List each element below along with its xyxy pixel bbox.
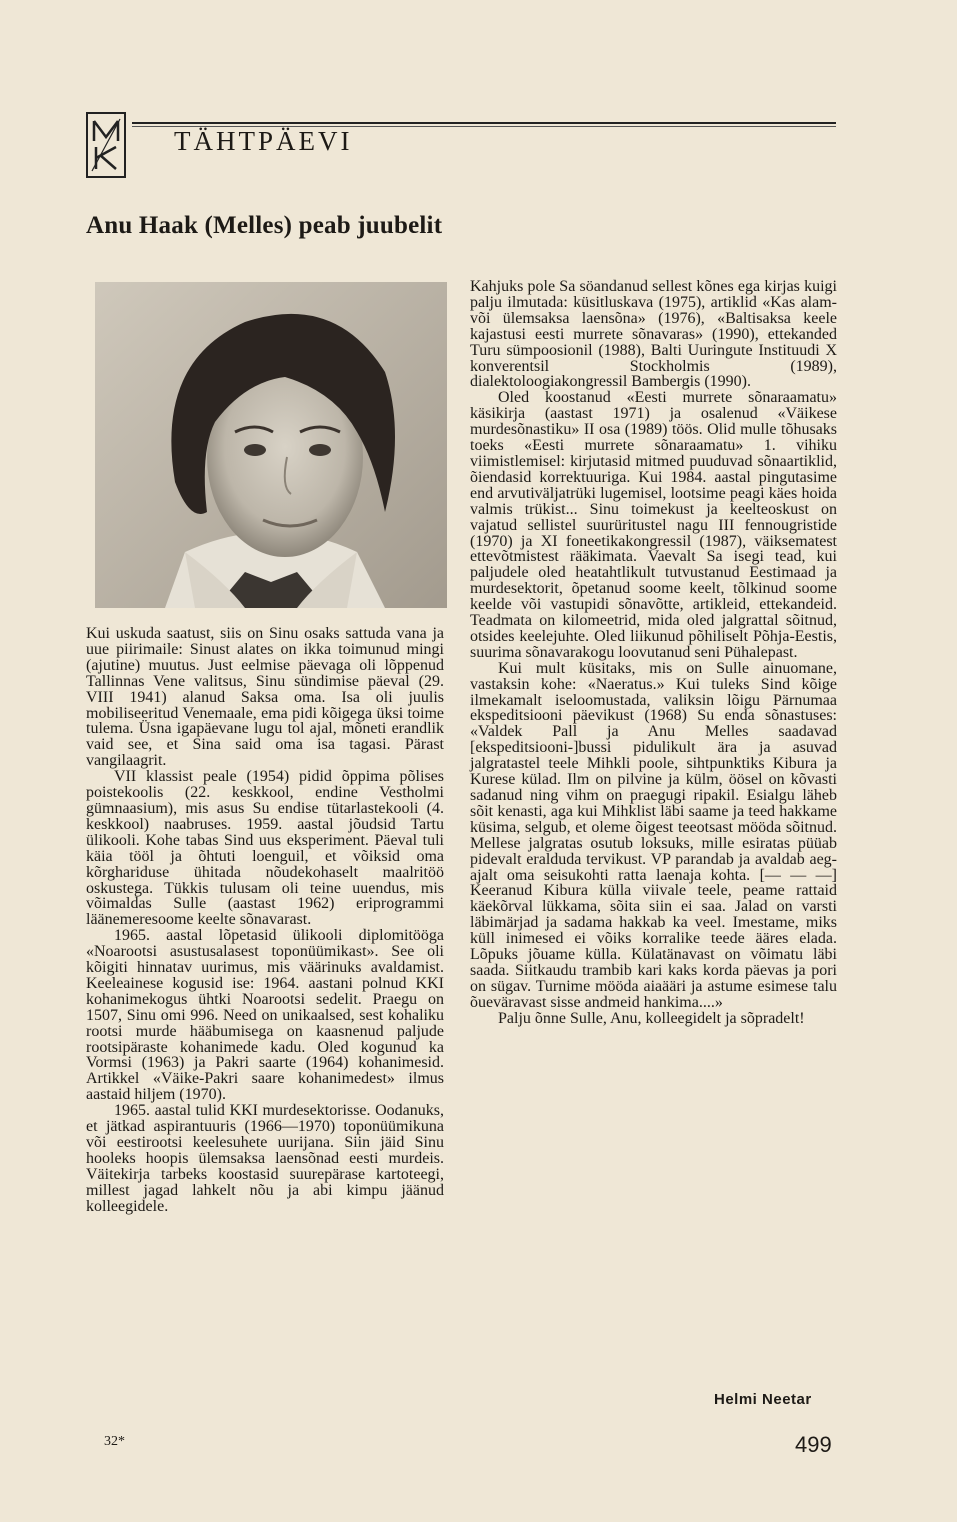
monogram-logo-icon — [86, 112, 126, 178]
paragraph: VII klassist peale (1954) pidid õppima põlises poistekoolis (22. keskkool, endine Vestholmi gümnaasium), mis asus Su endise tütarlastekooli (4. keskkool) naabruses. 1959. aastal jõudsid Tartu ülikooli. Kohe tabas Sind uus eksperiment. Päeval tuli käia tööl ja õhtuti loenguil, et võiksid oma kõrghariduse ühitada nõudekohaselt maalritöö oskustega. Tükkis tulusam oli teine uuendus, mis võimaldas Sulle (aastast 1962) eriprogrammi läänemeresoome keelte sõnavarast. — [86, 768, 444, 929]
paragraph: Palju õnne Sulle, Anu, kolleegidelt ja sõpradelt! — [498, 1009, 805, 1027]
paragraph: Kahjuks pole Sa söandanud sellest kõnes ega kirjas kuigi palju ilmutada: küsitluskava (1975), artiklid «Kas alam- või ülemsaksa laensõna» (1976), «Baltisaksa keele kajastusi eesti murrete sõnavaras» (1990), ettekanded Turu sümpoosionil (1988), Balti Uuringute Instituudi X konverentsil Stockholmis (1989), dialektoloogiakongressil Bambergis (1990). — [470, 278, 837, 391]
page-number: 499 — [795, 1432, 832, 1457]
portrait-photo — [95, 282, 447, 608]
signature-mark: 32* — [104, 1434, 125, 1449]
portrait-drawing — [95, 282, 447, 608]
paragraph: 1965. aastal tulid KKI murdesektorisse. Oodanuks, et jätkad aspirantuuris (1966—1970) toponüümikuna või eestirootsi keelesuhete uurijana. Siin jäid Sinu hooleks hoopis ülemsaksa laensõnad eesti murdeis. Väitekirja tarbeks koostasid suurepärase kartoteegi, millest jagad lahkelt nõu ja abi kimpu jäänud kolleegidele. — [86, 1102, 444, 1215]
section-header — [86, 112, 836, 182]
paragraph: Oled koostanud «Eesti murrete sõnaraamatu» käsikirja (aastast 1971) ja osalenud «Väikese murdesõnastiku» II osa (1989) töös. Olid mulle tõhusaks toeks «Eesti murrete sõnaraamatu» 1. vihiku viimistlemisel: kirjutasid mitmed puuduvad sõnaartiklid, õiendasid korrektuuriga. Kui 1984. aastal pingutasime end arvutiväljatrüki lugemisel, lootsime peagi käes hoida valmis trükist... Sinu toimekust ja keelteoskust on vajatud sellistel suurüritustel nagu III fennougristide (1970) ja XI foneetikakongressil (1987), väiksematest ettevõtmistest rääkimata. Vaevalt Sa isegi tead, kui paljudele oled heatahtlikult tutvustanud Eestimaad ja murdesektorit, õpetanud soome keelt, tõlkinud soome keelde või vastupidi sõnavõtte, artikleid, ettekandeid. Teadmata on kilomeetrid, mida oled jalgrattal sõitnud, otsides keelejuhte. Oled liikunud põhiliselt Põhja-Eestis, suurima sõnavarakogu loovutanud seni Pühalepast. — [470, 389, 837, 661]
paragraph: Kui uskuda saatust, siis on Sinu osaks sattuda vana ja uue piirimaile: Sinust alates on ikka toimunud mingi (ajutine) muutus. Just eelmise päevaga oli lõppenud Tallinnas Vene valitsus, Sinu sündimise päeval (29. VIII 1941) alanud Saksa oma. Isa oli juulis mobiliseeritud Venemaale, ema pidi kõigega üksi toime tulema. Üsna igapäevane lugu tol ajal, mõneti erandlik vaid see, et Sina said oma isa tagasi. Pärast vangilaagrit. — [86, 625, 444, 770]
monogram-logo-drawing — [90, 117, 122, 173]
left-column — [86, 626, 444, 1215]
author-signature: Helmi Neetar — [714, 1391, 812, 1408]
article-title: Anu Haak (Melles) peab juubelit — [86, 212, 443, 239]
right-column — [470, 279, 837, 1027]
paragraph: Kui mult küsitaks, mis on Sulle ainuomane, vastaksin kohe: «Naeratus.» Kui tuleks Sind kõige ilmekamalt iseloomustada, valiksin lõigu Pärnumaa ekspeditsiooni päevikust (1968) Su enda sõnastuses: «Valdek Pall ja Anu Melles saadavad [ekspeditsiooni-]bussi pidulikult ära ja asuvad jalgratastel teele Mihkli poole, sihtpunktiks Kibura ja Kurese külad. Ilm on pilvine ja külm, öösel on kõvasti sadanud ning vihm on praegugi ripakil. Esialgu läheb sõit kenasti, aga kui Mihklist läbi saame ja teed hakkame küsima, selgub, et oleme õigest teeotsast mööda sõitnud. Mellese jalgratas osutub loksuks, mille esiratas püüab pidevalt eralduda tervikust. VP parandab ja avaldab aeg-ajalt oma seisukohti ratta laenaja kohta. [— — —] Keeranud Kibura külla viivale teele, peame rattaid käekõrval lükkama, sõita siin ei saa. Jalad on varsti läbimärjad ja sadama hakkab ka veel. Imestame, miks küll inimesed ei võiks korralike teede ääres elada. Lõpuks jõuame külla. Külatänavast on võimatu läbi saada. Siitkaudu trambib kari kaks korda päevas ja pori on sügav. Turnime mööda aiaääri ja astume esimese talu õueväravast sisse andmeid hankima....» — [470, 659, 837, 1011]
paragraph: 1965. aastal lõpetasid ülikooli diplomitööga «Noarootsi asustusalasest toponüümikast». See oli kõigiti hinnatav uurimus, mis väärinuks avaldamist. Keeleainese kogusid ise: 1964. aastani polnud KKI kohanimekogus ühtki Noarootsi sedelit. Praegu on 1507, Sinu omi 996. Need on unikaalsed, sest kohaliku rootsi murde hääbumisega on kaasnenud paljude rootsipäraste kohanimede kadu. Oled kogunud ka Vormsi (1963) ja Pakri saarte (1964) kohanimesid. Artikkel «Väike-Pakri saare kohanimedest» ilmus aastaid hiljem (1970). — [86, 927, 444, 1104]
header-rule — [132, 122, 836, 124]
section-title: TÄHTPÄEVI — [174, 126, 353, 156]
